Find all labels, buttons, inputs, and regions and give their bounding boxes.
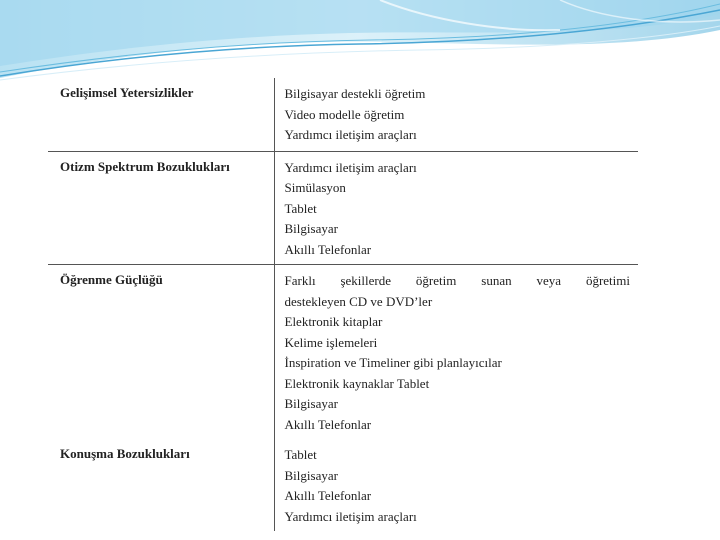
- list-item: Farklı şekillerde öğretim sunan veya öğretimi: [284, 273, 630, 288]
- list-item: Bilgisayar: [284, 467, 338, 483]
- items-cell: [274, 265, 638, 440]
- list-item: Tablet: [284, 200, 317, 216]
- list-item: İnspiration ve Timeliner gibi planlayıcılar: [284, 355, 502, 370]
- list-item: Akıllı Telefonlar: [284, 416, 372, 432]
- decorative-wave-banner: [0, 0, 720, 90]
- list-item: Yardımcı iletişim araçları: [284, 508, 417, 524]
- list-item: Elektronik kaynaklar Tablet: [284, 375, 430, 391]
- list-item: Kelime işlemeleri: [284, 334, 378, 350]
- list-item: Video modelle öğretim: [284, 106, 405, 122]
- category-cell: Otizm Spektrum Bozuklukları: [48, 151, 274, 265]
- list-item: Tablet: [284, 447, 317, 462]
- category-cell: Öğrenme Güçlüğü: [48, 265, 274, 440]
- list-item: destekleyen CD ve DVD’ler: [284, 293, 433, 309]
- items-cell: [274, 78, 638, 151]
- list-item: Yardımcı iletişim araçları: [284, 159, 417, 175]
- table-row: [48, 265, 638, 440]
- list-item: Yardımcı iletişim araçları: [284, 127, 417, 142]
- items-cell: [274, 439, 638, 531]
- category-cell: Konuşma Bozuklukları: [48, 439, 274, 531]
- table-row: [48, 151, 638, 265]
- list-item: Simülasyon: [284, 180, 346, 195]
- items-cell: [274, 151, 638, 265]
- category-tools-table: [48, 78, 638, 531]
- table-row: [48, 78, 638, 151]
- list-item: Bilgisayar destekli öğretim: [284, 86, 426, 101]
- list-item: Bilgisayar: [284, 221, 338, 236]
- category-cell: Gelişimsel Yetersizlikler: [48, 78, 274, 151]
- list-item: Akıllı Telefonlar: [284, 241, 372, 257]
- list-item: Akıllı Telefonlar: [284, 488, 372, 503]
- table-row: [48, 439, 638, 531]
- list-item: Bilgisayar: [284, 396, 338, 411]
- list-item: Elektronik kitaplar: [284, 314, 383, 329]
- technology-table: [48, 78, 638, 530]
